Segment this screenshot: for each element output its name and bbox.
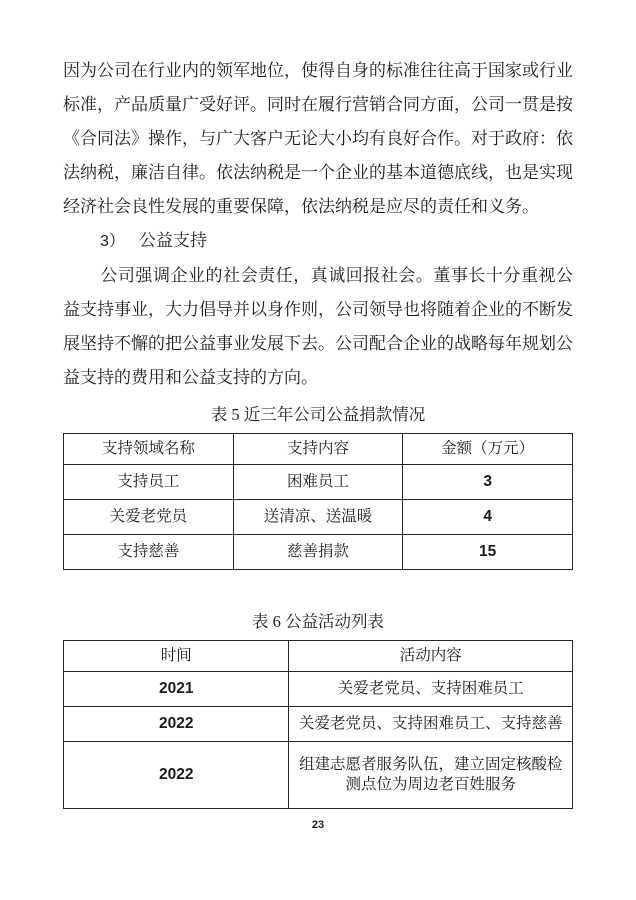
- table-cell-amount: 4: [403, 500, 573, 535]
- sub-heading-label: 公益支持: [138, 231, 207, 250]
- table5-caption: 表 5 近三年公司公益捐款情况: [210, 405, 426, 424]
- table-row: [64, 707, 573, 742]
- table-cell: 关爱老党员: [64, 500, 234, 535]
- table-header-row: [64, 641, 573, 672]
- table-row: [64, 465, 573, 500]
- table-header-cell: 金额（万元）: [403, 434, 573, 465]
- table-header-row: [64, 434, 573, 465]
- table-header-cell: 活动内容: [289, 641, 573, 672]
- sub-heading-public-welfare: [63, 224, 573, 259]
- sub-heading-number: 3）: [100, 233, 125, 250]
- table-header-cell: 时间: [64, 641, 289, 672]
- paragraph-welfare-support: 公司强调企业的社会责任，真诚回报社会。董事长十分重视公益支持事业，大力倡导并以身作则，公司领导也将随着企业的不断发展坚持不懈的把公益事业发展下去。公司配合企业的战略每年规划公益支持的费用和公益支持的方向。: [63, 266, 573, 387]
- table-header-cell: 支持领域名称: [64, 434, 234, 465]
- table-cell-year: 2022: [64, 707, 289, 742]
- table-cell: 送清凉、送温暖: [233, 500, 403, 535]
- table-row: [64, 535, 573, 570]
- table-cell-amount: 15: [403, 535, 573, 570]
- table-row: [64, 500, 573, 535]
- table-cell-amount: 3: [403, 465, 573, 500]
- table-cell: 慈善捐款: [233, 535, 403, 570]
- activity-table: [63, 640, 573, 809]
- table-header-cell: 支持内容: [233, 434, 403, 465]
- table-cell: 支持慈善: [64, 535, 234, 570]
- table-cell-year: 2022: [64, 742, 289, 809]
- table-cell: 困难员工: [233, 465, 403, 500]
- table-cell-activity: 关爱老党员、支持困难员工: [289, 672, 573, 707]
- table-row: [64, 742, 573, 809]
- page-number: 23: [311, 819, 325, 831]
- table-cell-year: 2021: [64, 672, 289, 707]
- donation-table: [63, 433, 573, 570]
- paragraph-ethics: 因为公司在行业内的领军地位，使得自身的标准往往高于国家或行业标准，产品质量广受好评。同时在履行营销合同方面，公司一贯是按《合同法》操作，与广大客户无论大小均有良好合作。对于政府：依法纳税，廉洁自律。依法纳税是一个企业的基本道德底线，也是实现经济社会良性发展的重要保障，依法纳税是应尽的责任和义务。: [63, 61, 573, 216]
- table-cell: 支持员工: [64, 465, 234, 500]
- table-cell-activity: 关爱老党员、支持困难员工、支持慈善: [289, 707, 573, 742]
- table-row: [64, 672, 573, 707]
- table6-caption: 表 6 公益活动列表: [252, 612, 384, 631]
- table-cell-activity: 组建志愿者服务队伍，建立固定核酸检测点位为周边老百姓服务: [289, 742, 573, 809]
